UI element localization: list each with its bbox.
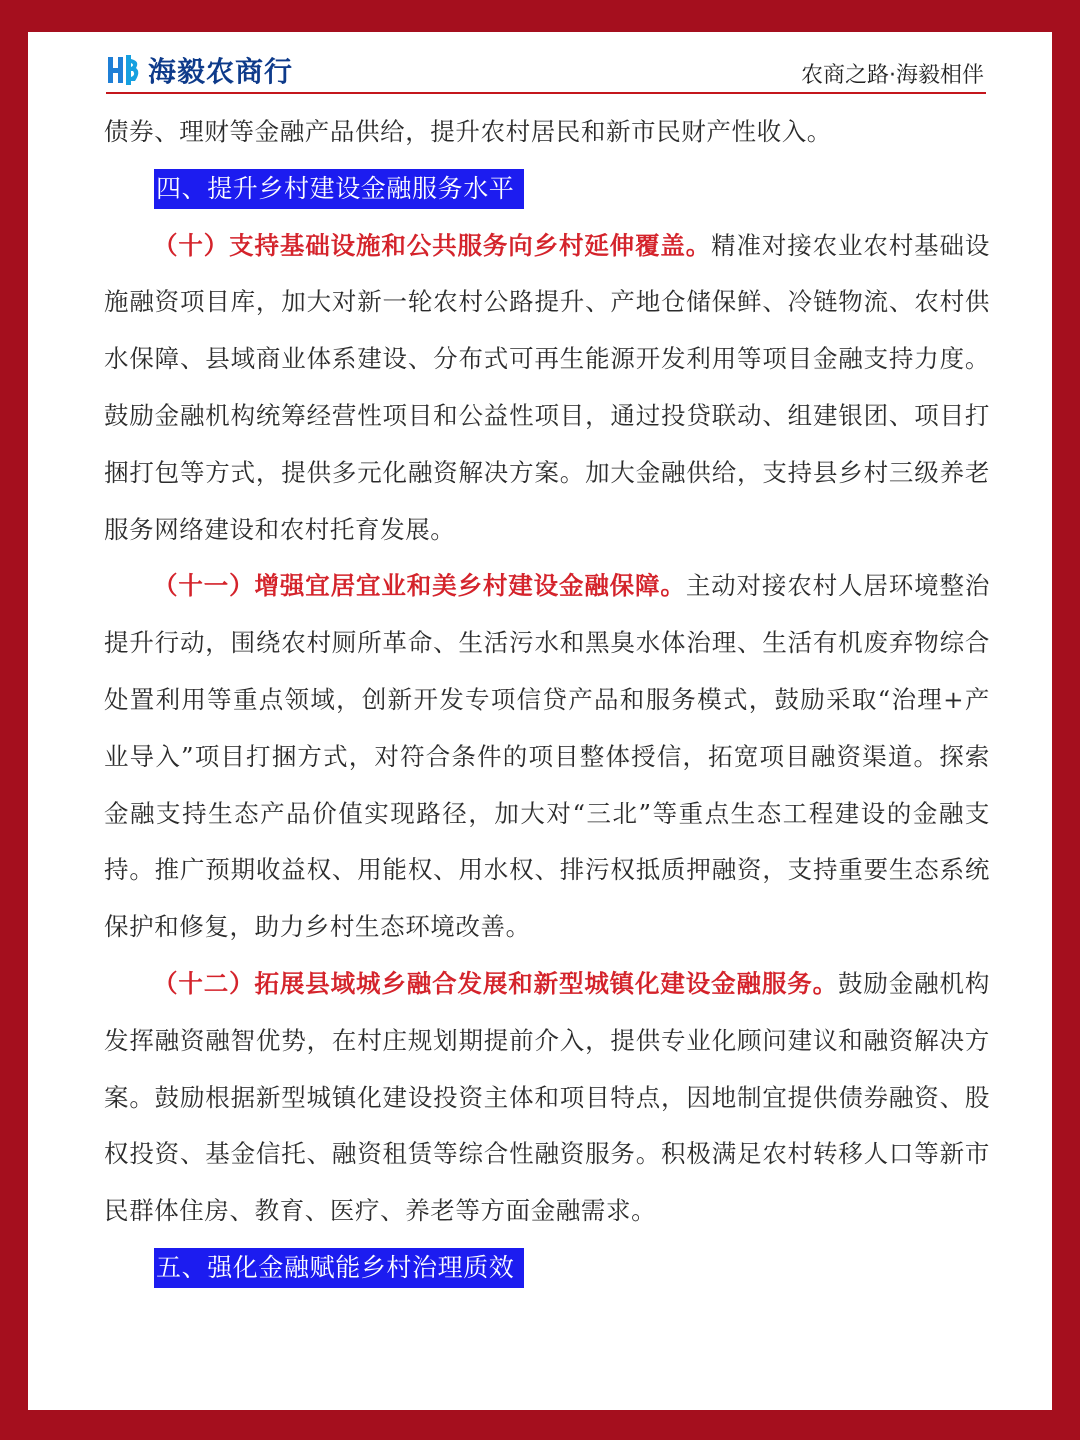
header-slogan: 农商之路·海毅相伴 — [801, 63, 984, 88]
item-11-paragraph — [104, 558, 990, 956]
document-page — [28, 32, 1052, 1410]
article-body — [104, 104, 990, 1297]
item-10-body: 精准对接农业农村基础设施融资项目库，加大对新一轮农村公路提升、产地仓储保鲜、冷链物流、农村供水保障、县域商业体系建设、分布式可再生能源开发利用等项目金融支持力度。鼓励金融机构统筹经营性项目和公益性项目，通过投贷联动、组建银团、项目打捆打包等方式，提供多元化融资解决方案。加大金融供给，支持县乡村三级养老服务网络建设和农村托育发展。 — [104, 230, 990, 544]
item-11-heading: （十一）增强宜居宜业和美乡村建设金融保障。 — [153, 571, 686, 601]
intro-paragraph: 债券、理财等金融产品供给，提升农村居民和新市民财产性收入。 — [104, 117, 832, 146]
item-12-paragraph — [104, 956, 990, 1240]
section-5-title: 五、强化金融赋能乡村治理质效 — [154, 1248, 524, 1288]
item-10-paragraph — [104, 218, 990, 559]
item-12-heading: （十二）拓展县域城乡融合发展和新型城镇化建设金融服务。 — [153, 968, 839, 998]
logo-text: 海毅农商行 — [148, 55, 294, 88]
hb-logo-icon — [106, 53, 142, 87]
page-header — [106, 48, 986, 94]
bank-logo — [106, 52, 293, 88]
item-10-heading: （十）支持基础设施和公共服务向乡村延伸覆盖。 — [153, 230, 712, 260]
item-12-body: 鼓励金融机构发挥融资融智优势，在村庄规划期提前介入，提供专业化顾问建议和融资解决方案。鼓励根据新型城镇化建设投资主体和项目特点，因地制宜提供债券融资、股权投资、基金信托、融资租赁等综合性融资服务。积极满足农村转移人口等新市民群体住房、教育、医疗、养老等方面金融需求。 — [104, 968, 990, 1226]
item-11-body: 主动对接农村人居环境整治提升行动，围绕农村厕所革命、生活污水和黑臭水体治理、生活有机废弃物综合处置利用等重点领域，创新开发专项信贷产品和服务模式，鼓励采取“治理+产业导入”项目打捆方式，对符合条件的项目整体授信，拓宽项目融资渠道。探索金融支持生态产品价值实现路径，加大对“三北”等重点生态工程建设的金融支持。推广预期收益权、用能权、用水权、排污权抵质押融资，支持重要生态系统保护和修复，助力乡村生态环境改善。 — [104, 571, 990, 942]
section-4-title: 四、提升乡村建设金融服务水平 — [154, 169, 524, 209]
